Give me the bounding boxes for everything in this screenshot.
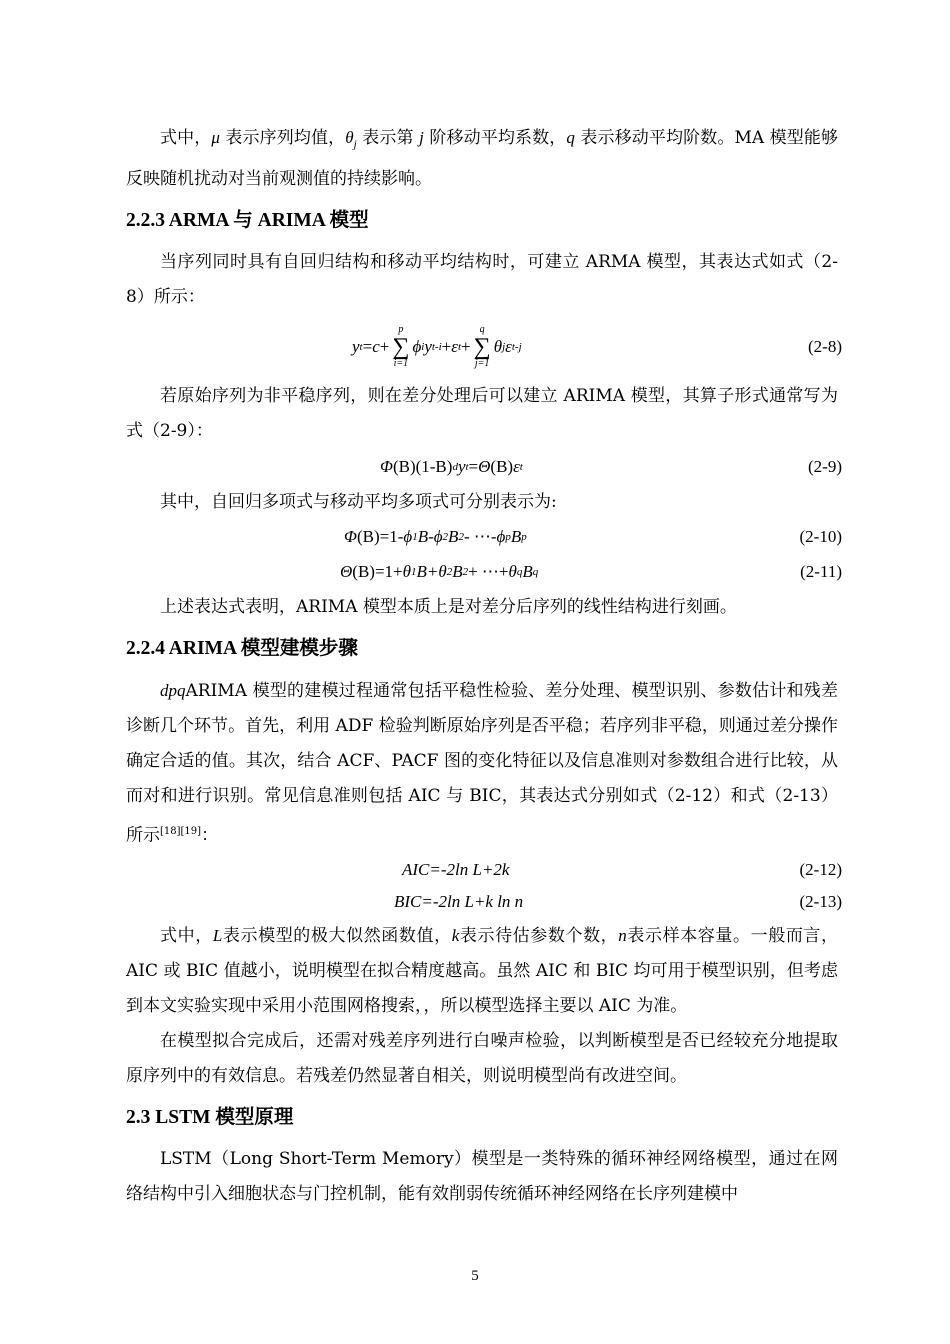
text: 式中，: [160, 926, 213, 947]
var-n: n: [618, 926, 627, 946]
eq-phi-upper: Φ: [380, 457, 393, 477]
equation-2-8: [126, 315, 842, 379]
paragraph-arima-steps: [126, 673, 838, 854]
eq-theta: θ: [402, 562, 411, 582]
eq-phi: ϕ: [403, 527, 413, 547]
eq-term: (B): [490, 457, 514, 477]
text: 表示样本容量。一般而言，AIC 或 BIC 值越小，说明模型在拟合精度越高。虽然 AIC 和 BIC 均可用于模型识别，但考虑到本文实验实现中采用小范围网格搜索，，所以模型选择主要以 AIC 为准。: [126, 926, 839, 1017]
eq-plus: +: [379, 337, 390, 357]
var-j: j: [419, 128, 424, 147]
eq-term: (B)=1+: [352, 562, 403, 582]
var-theta-j: [345, 128, 357, 151]
eq-term: B: [522, 562, 533, 582]
sigma-symbol: ∑: [392, 334, 410, 361]
eq-sub: p: [505, 531, 511, 544]
var-q: q: [566, 128, 575, 147]
eq-y: y: [424, 337, 432, 357]
equation-expression: BIC=-2ln L+k ln n: [394, 892, 524, 912]
equation-expression: [380, 449, 523, 485]
eq-phi: ϕ: [496, 527, 506, 547]
sum-upper: p: [398, 324, 404, 336]
eq-epsilon: ε: [513, 457, 520, 477]
equation-2-13: [126, 886, 842, 918]
equation-2-10: [126, 520, 842, 554]
summation-operator: [474, 325, 491, 369]
eq-equals: =: [468, 457, 479, 477]
sum-upper: q: [479, 324, 485, 336]
eq-phi: ϕ: [433, 527, 443, 547]
equation-number: (2-13): [799, 892, 842, 912]
equation-number: (2-11): [800, 562, 842, 582]
text: 式中，: [160, 128, 212, 148]
section-heading-2-2-4: 2.2.4 ARIMA 模型建模步骤: [126, 638, 358, 660]
paragraph-arima-summary: 上述表达式表明，ARIMA 模型本质上是对差分后序列的线性结构进行刻画。: [160, 597, 737, 618]
eq-sup: d: [452, 461, 458, 474]
eq-term: (B)=1-: [356, 527, 404, 547]
eq-sub: 2: [446, 566, 453, 579]
eq-term: + ⋯+: [468, 562, 509, 582]
equation-expression: AIC=-2ln L+2k: [402, 860, 510, 880]
eq-y: y: [457, 457, 466, 477]
paragraph-arma-intro: 当序列同时具有自回归结构和移动平均结构时，可建立 ARMA 模型，其表达式如式（2-8）所示：: [126, 252, 838, 308]
eq-sup: p: [521, 531, 527, 544]
eq-term: (B)(1-B): [392, 457, 453, 477]
eq-sup: q: [532, 566, 539, 579]
paragraph-arima-intro: 若原始序列为非平稳序列，则在差分处理后可以建立 ARIMA 模型，其算子形式通常写为式（2-9）：: [126, 386, 838, 442]
equation-2-11: [126, 554, 842, 590]
eq-theta-upper: Θ: [340, 562, 353, 582]
equation-expression: [340, 554, 538, 590]
eq-sub: t: [457, 341, 462, 354]
equation-2-9: [126, 449, 842, 485]
paragraph-ma-description: [126, 120, 838, 197]
eq-sub: t: [519, 461, 523, 474]
equation-expression: [352, 315, 522, 379]
eq-phi: ϕ: [412, 337, 422, 357]
eq-term: B-: [417, 527, 434, 547]
text: 表示移动平均阶数。MA 模型能够反映随机扰动对当前观测值的持续影响。: [126, 128, 839, 190]
var-L: L: [212, 926, 223, 946]
eq-equals: =: [362, 337, 373, 357]
eq-epsilon: ε: [451, 337, 458, 357]
text: 表示待估参数个数，: [459, 926, 619, 947]
eq-sup: 2: [458, 531, 464, 544]
equation-expression: [344, 520, 527, 554]
eq-term: B: [448, 527, 459, 547]
eq-sub: 1: [410, 566, 417, 579]
eq-sub: 1: [412, 531, 418, 544]
eq-plus: +: [461, 337, 471, 357]
text: 表示序列均值，: [219, 128, 346, 148]
paragraph-residual-check: 在模型拟合完成后，还需对残差序列进行白噪声检验，以判断模型是否已经较充分地提取原序列中的有效信息。若残差仍然显著自相关，则说明模型尚有改进空间。: [126, 1031, 838, 1087]
text: 阶移动平均系数，: [423, 128, 567, 148]
page-number: 5: [471, 1268, 479, 1284]
eq-theta: θ: [508, 562, 517, 582]
equation-number: (2-8): [808, 337, 842, 357]
eq-phi-upper: Φ: [344, 527, 357, 547]
text: 表示模型的极大似然函数值，: [222, 926, 452, 947]
eq-theta-upper: Θ: [478, 457, 491, 477]
text: ：: [201, 826, 219, 847]
paragraph-aic-bic: [126, 918, 838, 1024]
eq-plus: +: [441, 337, 452, 357]
eq-term: - ⋯-: [463, 527, 497, 547]
theta-symbol: θ: [345, 128, 354, 147]
eq-theta: θ: [438, 562, 447, 582]
equation-number: (2-9): [808, 457, 842, 477]
sigma-symbol: ∑: [473, 334, 491, 361]
sum-lower: j=1: [474, 358, 490, 370]
text: ARIMA 模型的建模过程通常包括平稳性检验、差分处理、模型识别、参数估计和残差诊断几个环节。首先，利用 ADF 检验判断原始序列是否平稳；若序列非平稳，则通过差分操作确定合适的值。其次，结合 ACF、PACF 图的变化特征以及信息准则对参数组合进行比较，从而对和进行识别。常见信息准则包括 AIC 与 BIC，其表达式分别如式（2-12）和式（2-13）所示: [126, 681, 838, 847]
eq-sub: t: [359, 341, 363, 354]
eq-sub: j: [502, 341, 506, 354]
paragraph-lstm-intro: LSTM（Long Short-Term Memory）模型是一类特殊的循环神经网络模型，通过在网络结构中引入细胞状态与门控机制，能有效削弱传统循环神经网络在长序列建模中: [126, 1149, 838, 1205]
sum-lower: i=1: [393, 358, 409, 370]
section-heading-2-3: 2.3 LSTM 模型原理: [126, 1107, 294, 1129]
equation-number: (2-12): [799, 860, 842, 880]
paragraph-polynomials: 其中，自回归多项式与移动平均多项式可分别表示为:: [160, 492, 557, 513]
eq-y: y: [352, 337, 360, 357]
eq-term: B+: [416, 562, 439, 582]
summation-operator: [392, 325, 409, 369]
eq-c: c: [372, 337, 380, 357]
eq-term: B: [510, 527, 522, 547]
eq-sub: t: [465, 461, 469, 474]
equation-number: (2-10): [799, 527, 842, 547]
eq-sub: q: [516, 566, 523, 579]
citation: [18][19]: [160, 826, 202, 838]
eq-sub: t-i: [431, 341, 442, 354]
eq-sub: 2: [442, 531, 449, 544]
var-dpq: dpq: [160, 681, 186, 701]
section-heading-2-2-3: 2.2.3 ARMA 与 ARIMA 模型: [126, 210, 369, 232]
eq-epsilon: ε: [505, 337, 512, 357]
eq-theta: θ: [493, 337, 503, 357]
var-mu: μ: [211, 128, 220, 147]
eq-sub: i: [421, 341, 425, 354]
page-content: [126, 120, 842, 1212]
subscript-j: j: [353, 138, 357, 151]
eq-term: B: [452, 562, 463, 582]
equation-2-12: [126, 854, 842, 886]
text: 表示第: [356, 128, 420, 148]
var-k: k: [451, 926, 460, 946]
eq-sup: 2: [462, 566, 469, 579]
eq-sub: t-j: [511, 341, 522, 354]
